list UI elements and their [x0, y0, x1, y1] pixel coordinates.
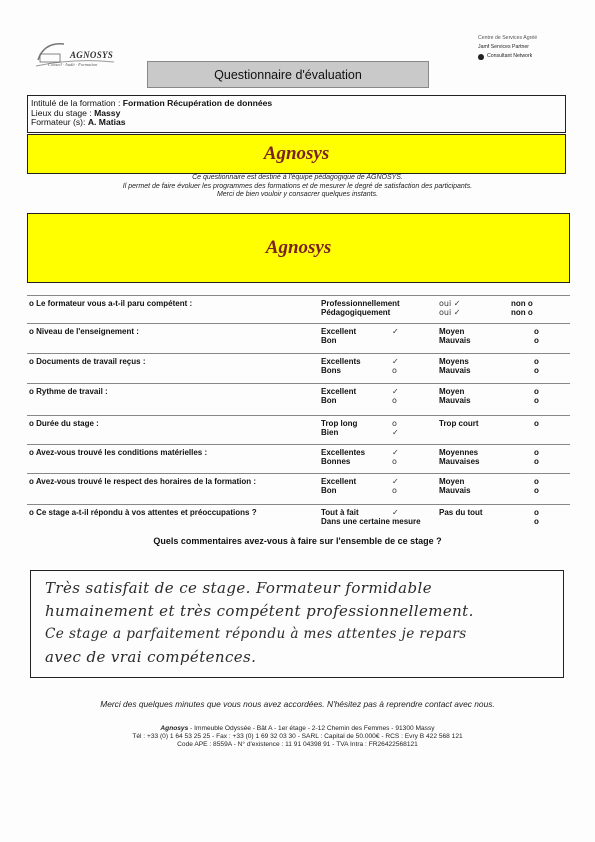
option-checkbox[interactable]: o	[534, 486, 539, 495]
intro-line-1: Ce questionnaire est destiné à l'équipe pédagogique de AGNOSYS.	[192, 174, 403, 181]
question-text: o Avez-vous trouvé le respect des horaires de la formation :	[29, 477, 257, 486]
option-checkbox[interactable]: ✓	[392, 448, 399, 457]
partner-line-3: Consultant Network	[487, 53, 533, 59]
option-marks[interactable]	[392, 357, 399, 375]
option-marks-right[interactable]	[534, 477, 539, 495]
option-marks-right[interactable]	[534, 387, 539, 405]
logo-name: AGNOSYS	[70, 50, 114, 60]
thanks-text: Merci des quelques minutes que vous nous avez accordées. N'hésitez pas à reprendre contact avec nous.	[100, 699, 495, 709]
option-label: Excellentes	[321, 448, 366, 457]
option-marks[interactable]	[392, 387, 399, 405]
question-text: o Durée du stage :	[29, 419, 99, 428]
question-attentes	[27, 504, 570, 531]
option-label: Tout à fait	[321, 508, 359, 517]
agnosys-banner-2: Agnosys	[27, 213, 570, 283]
option-checkbox[interactable]: ✓	[392, 428, 399, 437]
option-checkbox[interactable]: o	[392, 366, 397, 375]
option-label: Mauvais	[439, 396, 471, 405]
option-label: Trop court	[439, 419, 479, 428]
question-text: o Documents de travail reçus :	[29, 357, 146, 366]
formation-label: Intitulé de la formation :	[31, 98, 123, 108]
footer-line-1	[60, 725, 535, 733]
option-checkbox[interactable]: o	[534, 336, 539, 345]
option-marks[interactable]	[392, 508, 399, 517]
answer-options-right	[439, 477, 471, 495]
page-title: Questionnaire d'évaluation	[147, 61, 429, 88]
question-text: o Rythme de travail :	[29, 387, 108, 396]
question-text: o Le formateur vous a-t-il paru compétent :	[29, 299, 193, 308]
answer-options	[321, 508, 421, 526]
agnosys-banner-1: Agnosys	[27, 134, 566, 174]
answer-options-right	[439, 327, 471, 345]
option-label: Mauvais	[439, 486, 471, 495]
partner-line-1: Centre de Services Agréé	[478, 35, 538, 41]
option-label: Trop long	[321, 419, 358, 428]
option-label: Mauvais	[439, 366, 471, 375]
comment-line: Très satisfait de ce stage. Formateur formidable	[45, 579, 432, 597]
question-conditions	[27, 444, 570, 472]
question-horaires	[27, 473, 570, 501]
company-footer	[60, 725, 535, 749]
option-marks-right[interactable]	[534, 448, 539, 466]
answer-options	[321, 387, 356, 405]
option-marks-right[interactable]	[534, 419, 539, 428]
question-text: o Avez-vous trouvé les conditions matérielles :	[29, 448, 208, 457]
option-label: Excellent	[321, 477, 357, 486]
option-label: Excellent	[321, 387, 357, 396]
option-label: Moyennes	[439, 448, 479, 457]
option-marks[interactable]	[392, 477, 399, 495]
option-marks[interactable]	[392, 327, 399, 336]
answer-options	[321, 448, 365, 466]
option-label: Excellent	[321, 327, 357, 336]
oui-checkboxes[interactable]	[439, 299, 460, 317]
option-checkbox[interactable]: o	[534, 457, 539, 466]
option-marks[interactable]	[392, 419, 399, 437]
intro-text	[40, 174, 555, 200]
option-checkbox[interactable]: ✓	[392, 387, 399, 396]
option-checkbox[interactable]: o	[392, 457, 397, 466]
option-label: Mauvais	[439, 336, 471, 345]
option-checkbox[interactable]: o	[534, 357, 539, 366]
intro-line-2: Il permet de faire évoluer les programmes des formations et de mesurer le degré de satisfaction des participants.	[122, 182, 473, 190]
question-duree	[27, 415, 570, 443]
comment-line: Ce stage a parfaitement répondu à mes attentes je repars	[45, 626, 467, 642]
answer-options-right	[439, 508, 483, 517]
question-rythme	[27, 383, 570, 412]
training-info-box	[27, 95, 566, 133]
footer-address: - Immeuble Odyssée - Bât A - 1er étage - 2-12 Chemin des Femmes - 91300 Massy	[188, 725, 435, 732]
question-documents	[27, 353, 570, 379]
footer-line-3: Code APE : 8559A - N° d'existence : 11 91 04398 91 - TVA Intra : FR26422568121	[177, 741, 418, 748]
agnosys-logo	[34, 38, 134, 74]
option-checkbox[interactable]: ✓	[392, 477, 399, 486]
option-marks-right[interactable]	[534, 327, 539, 345]
option-checkbox[interactable]: o	[534, 366, 539, 375]
option-label: Moyen	[439, 477, 465, 486]
option-marks-right[interactable]	[534, 357, 539, 375]
intro-line-3: Merci de bien vouloir y consacrer quelques instants.	[216, 191, 379, 199]
answer-options	[321, 357, 361, 375]
option-label: Professionnellement	[321, 299, 400, 308]
answer-options	[321, 419, 357, 437]
option-checkbox[interactable]: o	[392, 419, 397, 428]
option-checkbox[interactable]: o	[534, 517, 539, 526]
option-label: Pas du tout	[439, 508, 483, 517]
option-checkbox[interactable]: o	[534, 477, 539, 486]
answer-options-right	[439, 419, 479, 428]
lieu-label: Lieux du stage :	[31, 107, 95, 118]
question-niveau	[27, 323, 570, 349]
option-checkbox[interactable]: o	[392, 396, 397, 405]
answer-options-right	[439, 448, 479, 466]
formateur-value: A. Matias	[87, 117, 126, 128]
footer-company: Agnosys	[160, 725, 189, 732]
option-label: Bon	[321, 336, 337, 345]
option-label: Bons	[321, 366, 341, 375]
option-checkbox[interactable]: o	[534, 448, 539, 457]
option-label: Excellents	[321, 357, 361, 366]
footer-line-2: Tél : +33 (0) 1 64 53 25 25 - Fax : +33 (0) 1 69 32 03 30 - SARL : Capital de 50.000€ - RCS : Evry B 422 568 121	[132, 733, 463, 740]
comment-line: avec de vrai compétences.	[45, 648, 257, 666]
comments-heading: Quels commentaires avez-vous à faire sur l'ensemble de ce stage ?	[153, 536, 442, 546]
comment-textarea[interactable]	[30, 570, 564, 678]
option-label: Moyen	[439, 387, 465, 396]
non-checkboxes[interactable]	[511, 299, 533, 317]
partner-line-2: Jamf Services Partner	[478, 44, 530, 50]
option-label: Mauvaises	[439, 457, 480, 466]
option-checkbox[interactable]: o	[534, 387, 539, 396]
option-label: Moyens	[439, 357, 469, 366]
option-marks-right[interactable]	[534, 508, 539, 526]
logo-tagline: Conseil · Audit · Formation	[48, 62, 98, 67]
formation-value: Formation Récupération de données	[122, 98, 273, 108]
option-checkbox[interactable]: ✓	[392, 357, 399, 366]
option-checkbox[interactable]: o	[534, 327, 539, 336]
answer-options-right	[439, 357, 471, 375]
option-checkbox[interactable]: o	[534, 396, 539, 405]
option-checkbox[interactable]: ✓	[392, 327, 399, 336]
option-label: Bon	[321, 486, 337, 495]
option-checkbox[interactable]: o	[534, 419, 539, 428]
answer-options	[321, 327, 356, 345]
non-checkbox[interactable]: non o	[511, 299, 533, 308]
non-checkbox[interactable]: non o	[511, 308, 533, 317]
oui-checkbox[interactable]: oui ✓	[439, 308, 461, 317]
option-label: Pédagogiquement	[321, 308, 391, 317]
question-competence	[27, 295, 570, 321]
question-text: o Niveau de l'enseignement :	[29, 327, 139, 336]
option-label: Dans une certaine mesure	[321, 517, 421, 526]
option-label: Bonnes	[321, 457, 351, 466]
question-text: o Ce stage a-t-il répondu à vos attentes et préoccupations ?	[29, 508, 257, 517]
option-marks[interactable]	[392, 448, 399, 466]
lieu-value: Massy	[94, 107, 121, 118]
oui-checkbox[interactable]: oui ✓	[439, 299, 461, 308]
option-checkbox[interactable]: o	[392, 486, 397, 495]
answer-options-right	[439, 387, 471, 405]
comment-line: humainement et très compétent professionnellement.	[45, 602, 474, 620]
option-checkbox[interactable]: ✓	[392, 508, 399, 517]
answer-options	[321, 477, 356, 495]
formateur-line	[31, 118, 562, 128]
option-label: Bien	[321, 428, 339, 437]
partner-badges	[478, 34, 537, 61]
option-label: Moyen	[439, 327, 465, 336]
answer-options	[321, 299, 400, 317]
apple-icon	[478, 54, 484, 60]
option-checkbox[interactable]: o	[534, 508, 539, 517]
partner-line-3-wrap	[478, 52, 537, 61]
formateur-label: Formateur (s):	[31, 117, 88, 128]
option-label: Bon	[321, 396, 337, 405]
